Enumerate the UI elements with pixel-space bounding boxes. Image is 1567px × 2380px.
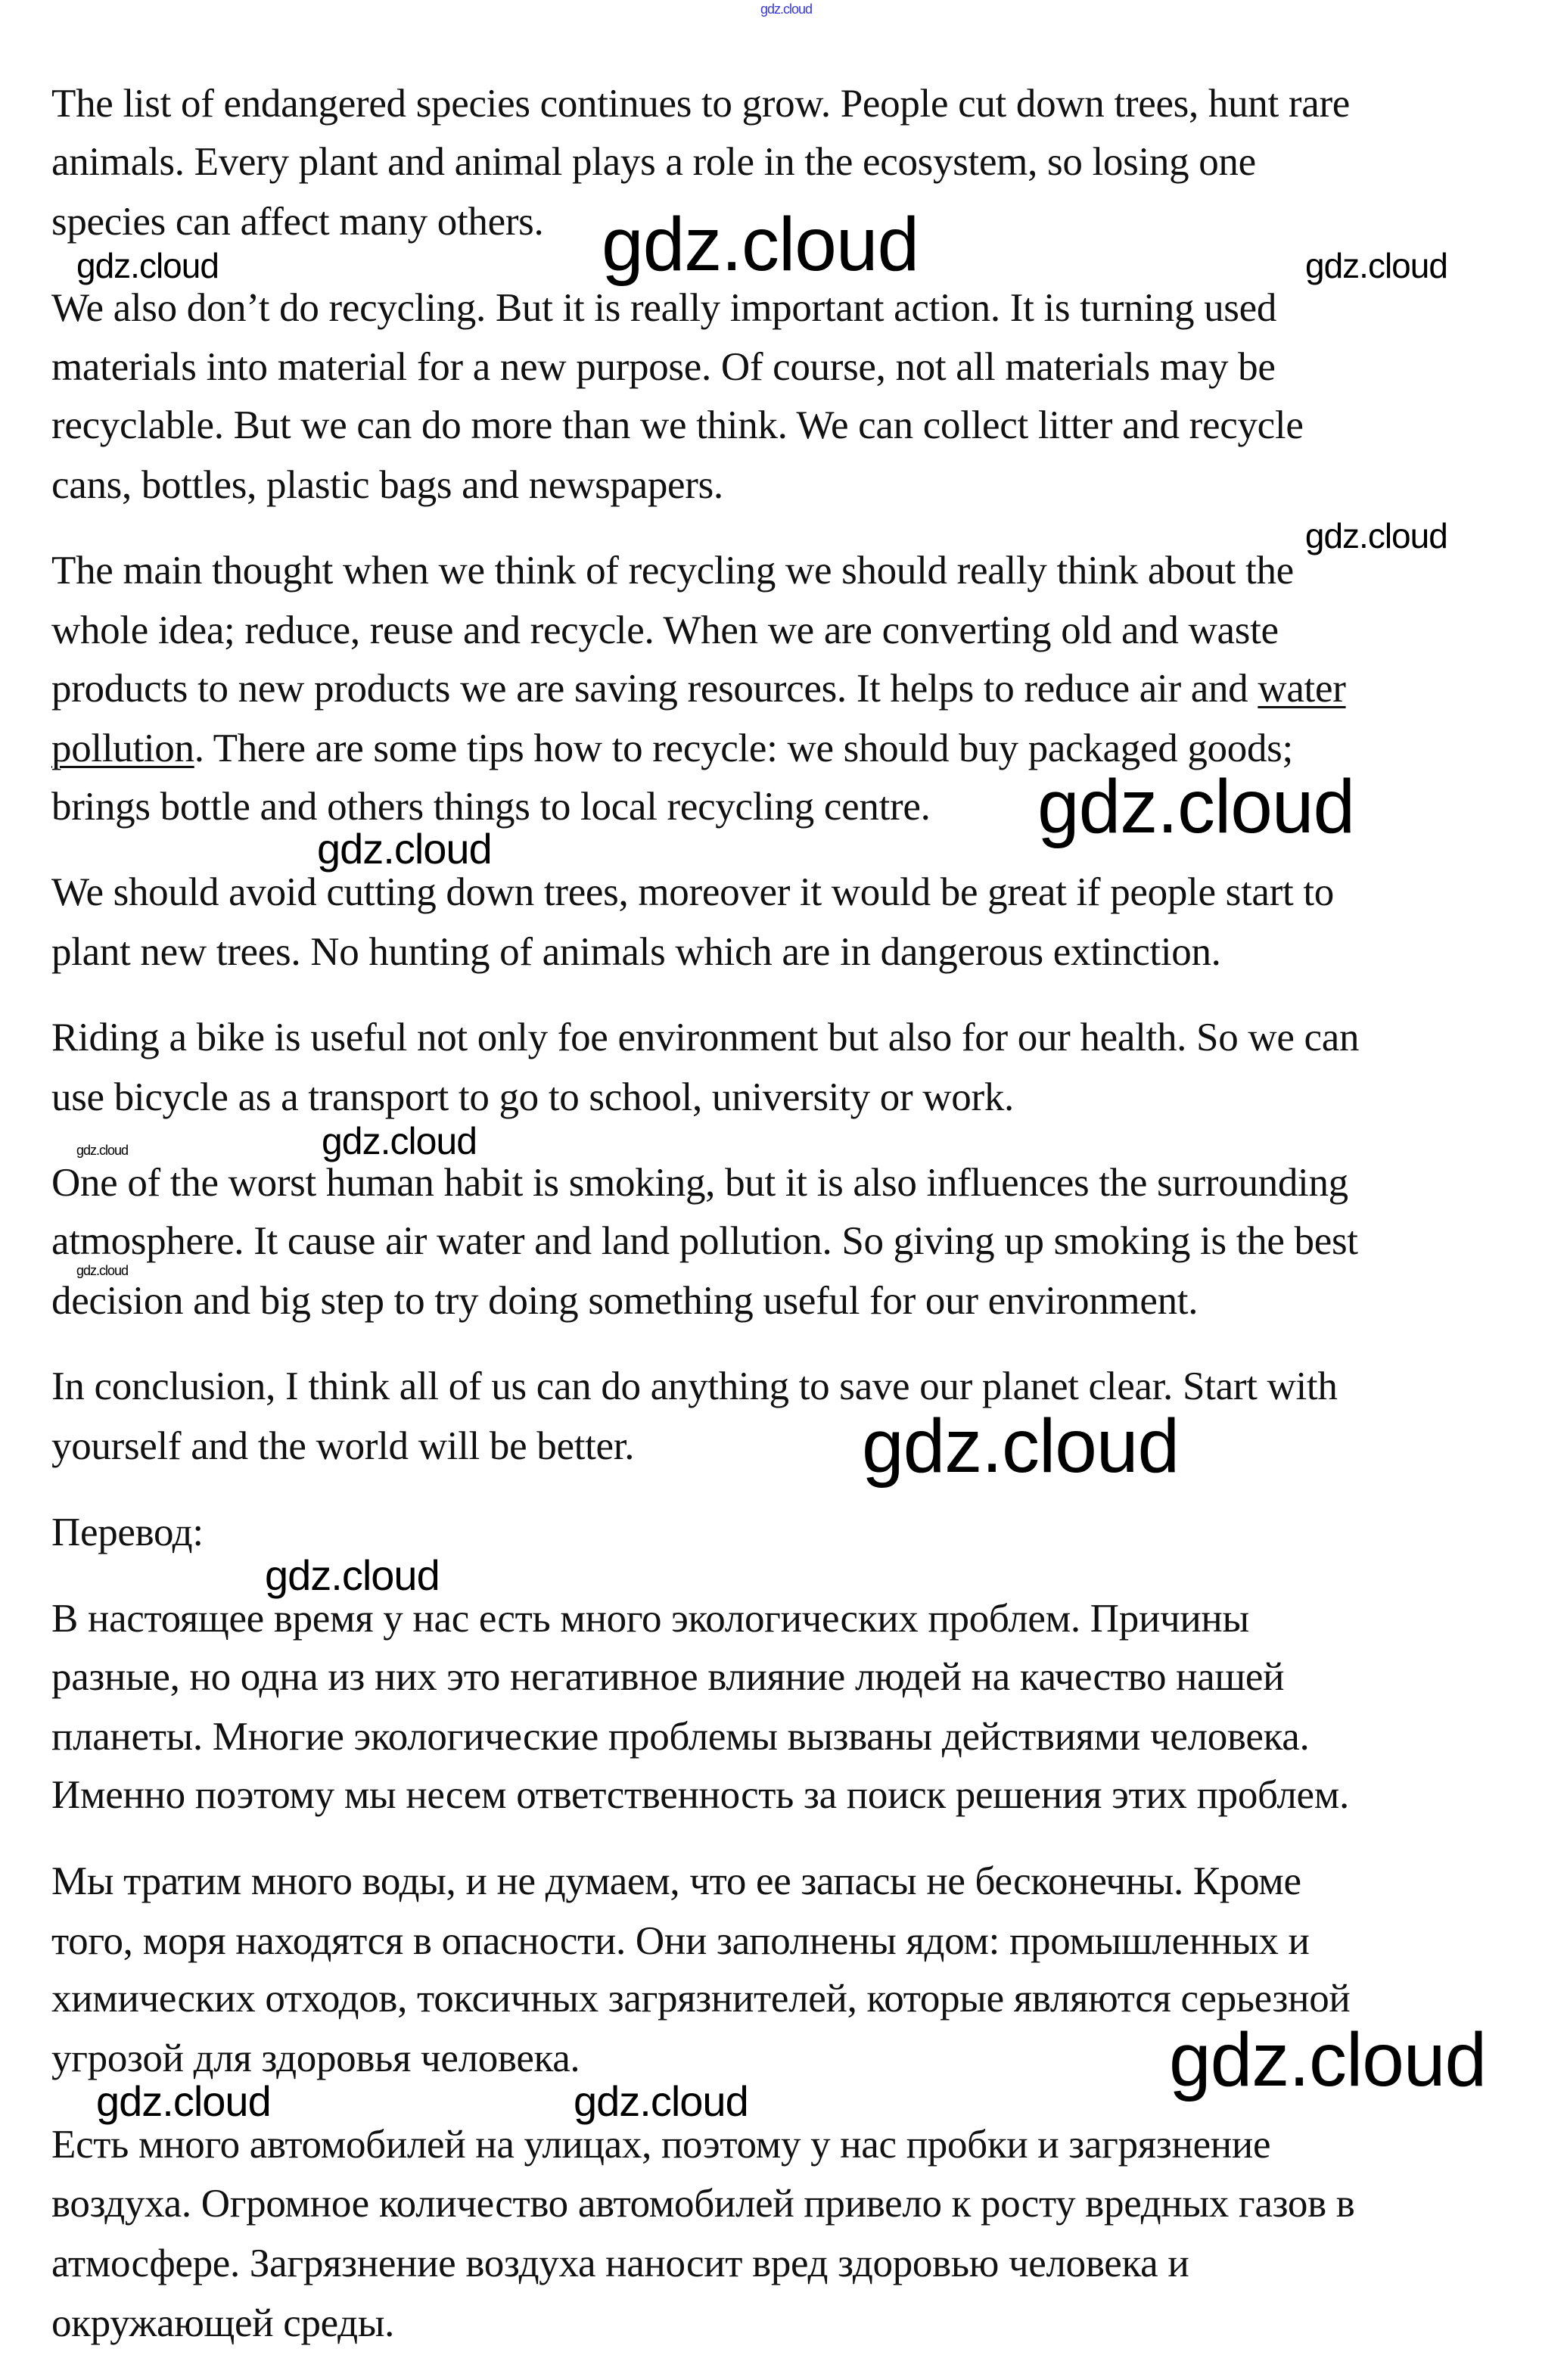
watermark: gdz.cloud — [317, 825, 492, 873]
text-line: decision and big step to try doing something useful for our environment. — [51, 1278, 1199, 1323]
text-line: воздуха. Огромное количество автомобилей привело к росту вредных газов в — [51, 2181, 1355, 2226]
text-line: We also don’t do recycling. But it is really important action. It is turning used — [51, 285, 1277, 330]
text-segment: products to new products we are saving resources. It helps to reduce air and — [51, 666, 1258, 711]
watermark: gdz.cloud — [322, 1120, 477, 1162]
text-line: cans, bottles, plastic bags and newspapers. — [51, 462, 723, 507]
text-line: Есть много автомобилей на улицах, поэтому у нас пробки и загрязнение — [51, 2122, 1271, 2167]
text-line: В настоящее время у нас есть много экологических проблем. Причины — [51, 1596, 1249, 1641]
text-line: химических отходов, токсичных загрязнителей, которые являются серьезной — [51, 1976, 1351, 2021]
watermark: gdz.cloud — [760, 2, 813, 17]
text-line: планеты. Многие экологические проблемы вызваны действиями человека. — [51, 1714, 1310, 1759]
watermark: gdz.cloud — [76, 246, 219, 285]
watermark: gdz.cloud — [265, 1551, 440, 1599]
text-line: animals. Every plant and animal plays a role in the ecosystem, so losing one — [51, 139, 1256, 184]
text-line: разные, но одна из них это негативное влияние людей на качество нашей — [51, 1654, 1285, 1699]
watermark: gdz.cloud — [96, 2077, 271, 2125]
text-line — [51, 726, 1293, 770]
text-line: Мы тратим много воды, и не думаем, что ее запасы не бесконечны. Кроме — [51, 1859, 1301, 1903]
underlined-text[interactable]: water — [1258, 666, 1346, 711]
watermark: gdz.cloud — [1305, 246, 1447, 285]
text-line: plant new trees. No hunting of animals which are in dangerous extinction. — [51, 929, 1221, 974]
text-line: того, моря находятся в опасности. Они заполнены ядом: промышленных и — [51, 1918, 1310, 1963]
watermark: gdz.cloud — [862, 1404, 1180, 1489]
text-line: In conclusion, I think all of us can do anything to save our planet clear. Start with — [51, 1364, 1338, 1408]
text-line: Именно поэтому мы несем ответственность за поиск решения этих проблем. — [51, 1772, 1349, 1817]
text-line: Riding a bike is useful not only foe environment but also for our health. So we can — [51, 1015, 1360, 1059]
text-line: We should avoid cutting down trees, moreover it would be great if people start to — [51, 870, 1334, 914]
text-line: yourself and the world will be better. — [51, 1423, 635, 1468]
text-line: атмосфере. Загрязнение воздуха наносит вред здоровью человека и — [51, 2241, 1189, 2285]
watermark: gdz.cloud — [602, 202, 919, 287]
watermark: gdz.cloud — [76, 1143, 129, 1158]
text-line: atmosphere. It cause air water and land pollution. So giving up smoking is the best — [51, 1218, 1358, 1263]
text-line: One of the worst human habit is smoking, but it is also influences the surrounding — [51, 1160, 1348, 1205]
watermark: gdz.cloud — [1304, 516, 1447, 555]
text-line: The main thought when we think of recycling we should really think about the — [51, 548, 1294, 593]
text-line: recyclable. But we can do more than we think. We can collect litter and recycle — [51, 403, 1304, 447]
watermark: gdz.cloud — [574, 2077, 748, 2125]
text-line: окружающей среды. — [51, 2301, 395, 2345]
text-line — [51, 666, 1346, 711]
text-line: brings bottle and others things to local recycling centre. — [51, 784, 931, 829]
text-line: The list of endangered species continues to grow. People cut down trees, hunt rare — [51, 81, 1351, 126]
text-line: species can affect many others. — [51, 199, 544, 244]
underlined-text[interactable]: pollution — [51, 726, 194, 770]
watermark: gdz.cloud — [1169, 2018, 1487, 2102]
text-line: whole idea; reduce, reuse and recycle. When we are converting old and waste — [51, 608, 1279, 652]
text-line: Перевод: — [51, 1510, 204, 1554]
text-segment: . There are some tips how to recycle: we should buy packaged goods; — [194, 726, 1293, 770]
text-line: use bicycle as a transport to go to school, university or work. — [51, 1075, 1014, 1119]
text-line: materials into material for a new purpose. Of course, not all materials may be — [51, 344, 1276, 389]
watermark: gdz.cloud — [1037, 764, 1355, 849]
watermark: gdz.cloud — [76, 1263, 129, 1278]
text-line: угрозой для здоровья человека. — [51, 2036, 580, 2080]
